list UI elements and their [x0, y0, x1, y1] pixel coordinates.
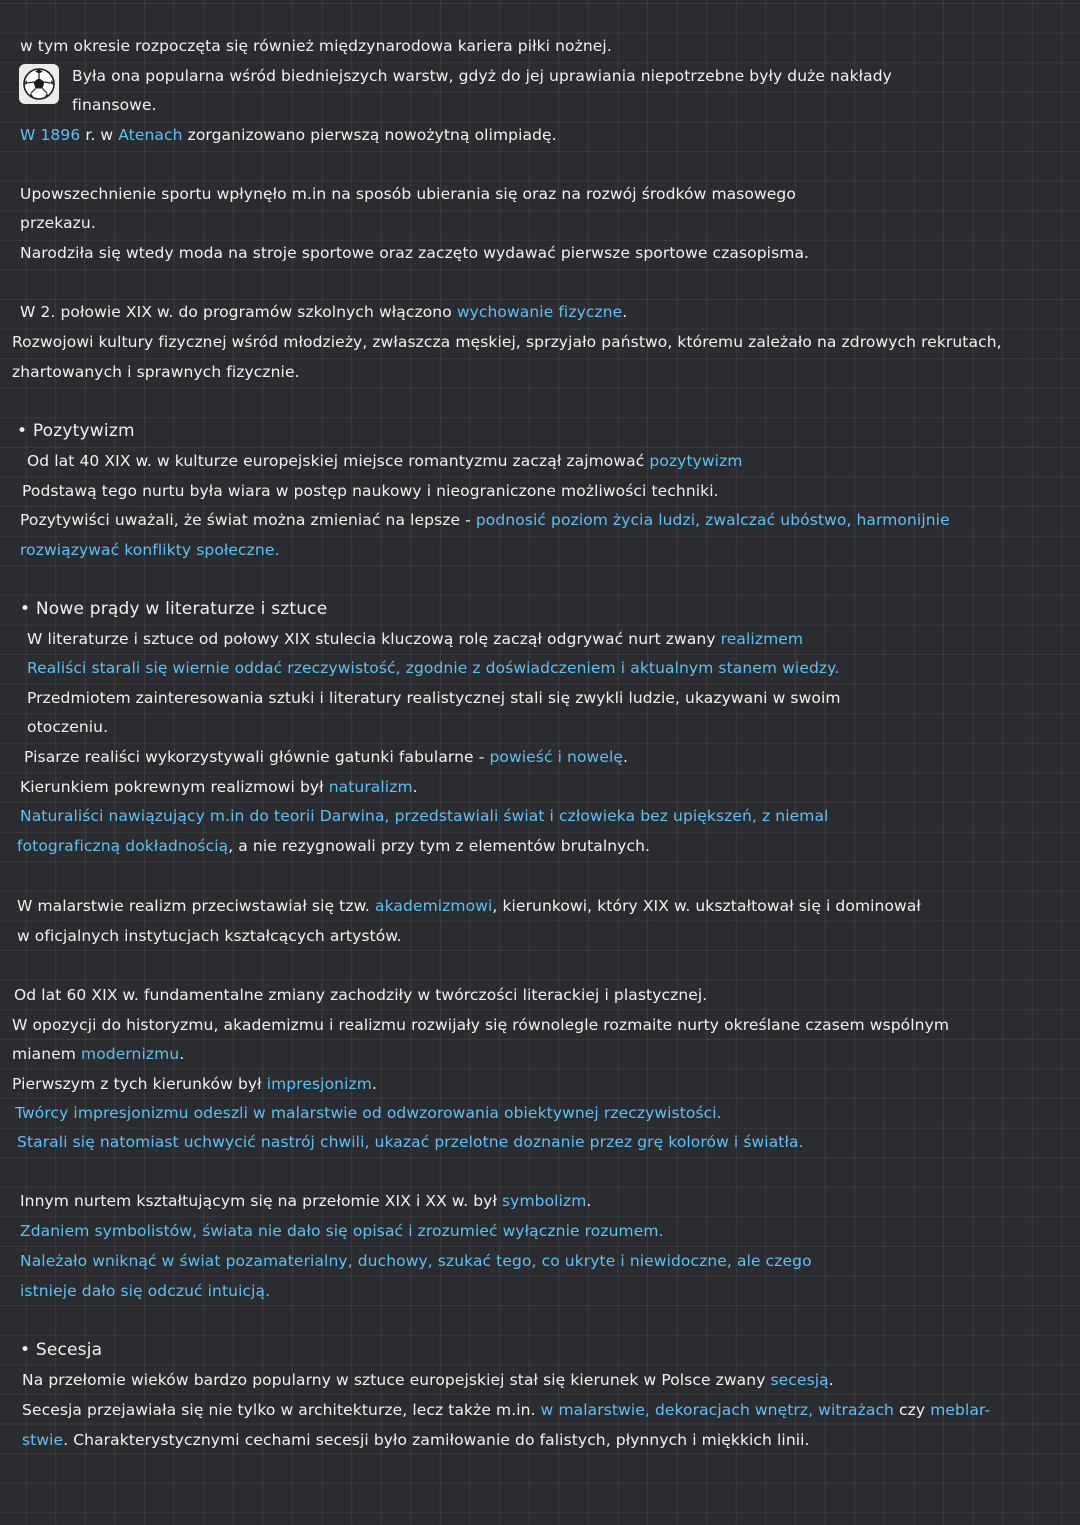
text-segment: .	[828, 1371, 834, 1389]
highlighted-text: istnieje dało się odczuć intuicją.	[20, 1282, 271, 1300]
highlighted-text: powieść i nowelę	[489, 748, 624, 766]
text-segment: Secesja przejawiała się nie tylko w architekturze, lecz także m.in.	[22, 1401, 541, 1419]
text-line	[20, 36, 612, 56]
text-line	[20, 540, 280, 560]
highlighted-text: akademizmowi	[375, 897, 493, 915]
highlighted-text: W 1896	[20, 126, 86, 144]
text-segment: Rozwojowi kultury fizycznej wśród młodzieży, zwłaszcza męskiej, sprzyjało państwo, któremu zależało na zdrowych rekrutach,	[12, 333, 1002, 351]
highlighted-text: realizmem	[720, 630, 804, 648]
text-line	[27, 658, 839, 678]
highlighted-text: secesją	[770, 1371, 829, 1389]
highlighted-text: wychowanie fizyczne	[456, 303, 623, 321]
highlighted-text: Należało wniknąć w świat pozamaterialny, duchowy, szukać tego, co ukryte i niewidoczne, ale czego	[20, 1252, 812, 1270]
text-segment: otoczeniu.	[27, 718, 109, 736]
text-segment: .	[622, 303, 628, 321]
highlighted-text: pozytywizm	[649, 452, 743, 470]
text-segment: W opozycji do historyzmu, akademizmu i realizmu rozwijały się równolegle rozmaite nurty określane czasem wspólnym	[12, 1016, 950, 1034]
section-heading	[20, 599, 327, 619]
text-line	[17, 1132, 804, 1152]
text-segment: Pozytywiści uważali, że świat można zmieniać na lepsze -	[20, 511, 476, 529]
text-line	[24, 747, 628, 767]
highlighted-text: stwie	[22, 1431, 64, 1449]
soccer-ball-icon	[19, 64, 59, 104]
text-line	[20, 777, 418, 797]
text-line	[22, 1430, 810, 1450]
text-line	[20, 1221, 664, 1241]
text-line	[17, 896, 921, 916]
text-segment: • Nowe prądy w literaturze i sztuce	[20, 599, 328, 619]
highlighted-text: naturalizm	[328, 778, 413, 796]
text-segment: finansowe.	[72, 96, 157, 114]
text-line	[27, 688, 841, 708]
text-segment: mianem	[12, 1045, 81, 1063]
text-line	[20, 302, 627, 322]
text-line	[20, 243, 809, 263]
highlighted-text: podnosić poziom życia ludzi, zwalczać ubóstwo, harmonijnie	[475, 511, 950, 529]
text-line	[20, 213, 96, 233]
text-line	[20, 1281, 270, 1301]
text-line	[27, 451, 743, 471]
text-segment: r. w	[85, 126, 119, 144]
text-segment: przekazu.	[20, 214, 96, 232]
text-line	[12, 1044, 184, 1064]
highlighted-text: Twórcy impresjonizmu odeszli w malarstwie od odwzorowania obiektywnej rzeczywistości.	[15, 1104, 722, 1122]
text-line	[20, 806, 828, 826]
text-segment: .	[371, 1075, 377, 1093]
text-segment: Na przełomie wieków bardzo popularny w sztuce europejskiej stał się kierunek w Polsce zwany	[22, 1371, 771, 1389]
text-line	[20, 125, 557, 145]
text-segment: Od lat 40 XIX w. w kulturze europejskiej miejsce romantyzmu zaczął zajmować	[27, 452, 650, 470]
text-line	[12, 1074, 377, 1094]
text-segment: Pisarze realiści wykorzystywali głównie gatunki fabularne -	[24, 748, 490, 766]
text-segment: Przedmiotem zainteresowania sztuki i literatury realistycznej stali się zwykli ludzie, ukazywani w swoim	[27, 689, 841, 707]
text-line	[27, 629, 803, 649]
text-segment: .	[586, 1192, 592, 1210]
highlighted-text: Zdaniem symbolistów, świata nie dało się opisać i zrozumieć wyłącznie rozumem.	[20, 1222, 664, 1240]
text-segment: W 2. połowie XIX w. do programów szkolnych włączono	[20, 303, 457, 321]
text-line	[22, 481, 719, 501]
text-segment: • Pozytywizm	[17, 421, 135, 441]
highlighted-text: Realiści starali się wiernie oddać rzeczywistość, zgodnie z doświadczeniem i aktualnym stanem wiedzy.	[27, 659, 840, 677]
text-line	[12, 1015, 949, 1035]
text-segment: Upowszechnienie sportu wpłynęło m.in na sposób ubierania się oraz na rozwój środków masowego	[20, 185, 796, 203]
text-line	[12, 362, 300, 382]
text-line	[22, 1400, 990, 1420]
text-line	[15, 1103, 722, 1123]
text-segment: .	[179, 1045, 185, 1063]
text-segment: .	[412, 778, 418, 796]
text-line	[17, 926, 402, 946]
highlighted-text: Atenach	[118, 126, 188, 144]
text-line	[14, 985, 707, 1005]
section-heading	[17, 421, 135, 441]
highlighted-text: impresjonizm	[266, 1075, 372, 1093]
highlighted-text: w malarstwie, dekoracjach wnętrz, witrażach	[540, 1401, 894, 1419]
text-segment: W literaturze i sztuce od połowy XIX stulecia kluczową rolę zaczął odgrywać nurt zwany	[27, 630, 721, 648]
highlighted-text: symbolizm	[502, 1192, 587, 1210]
text-segment: zhartowanych i sprawnych fizycznie.	[12, 363, 300, 381]
highlighted-text: Naturaliści nawiązujący m.in do teorii Darwina, przedstawiali świat i człowieka bez upiększeń, z niemal	[20, 807, 829, 825]
text-line	[20, 510, 950, 530]
section-heading	[20, 1340, 102, 1360]
text-segment: , kierunkowi, który XIX w. ukształtował się i dominował	[492, 897, 921, 915]
text-segment: Od lat 60 XIX w. fundamentalne zmiany zachodziły w twórczości literackiej i plastycznej.	[14, 986, 708, 1004]
text-line	[22, 1370, 834, 1390]
text-segment: Narodziła się wtedy moda na stroje sportowe oraz zaczęto wydawać pierwsze sportowe czasopisma.	[20, 244, 810, 262]
text-line	[20, 1251, 812, 1271]
text-line	[20, 1191, 591, 1211]
highlighted-text: Starali się natomiast uchwycić nastrój chwili, ukazać przelotne doznanie przez grę kolorów i światła.	[17, 1133, 804, 1151]
text-segment: • Secesja	[20, 1340, 103, 1360]
highlighted-text: meblar-	[930, 1401, 991, 1419]
text-segment: Kierunkiem pokrewnym realizmowi był	[20, 778, 329, 796]
text-segment: W malarstwie realizm przeciwstawiał się tzw.	[17, 897, 375, 915]
text-line	[27, 717, 108, 737]
text-line	[12, 332, 1002, 352]
text-segment: Podstawą tego nurtu była wiara w postęp naukowy i nieograniczone możliwości techniki.	[22, 482, 719, 500]
text-segment: Była ona popularna wśród biedniejszych warstw, gdyż do jej uprawiania niepotrzebne były duże nakłady	[72, 67, 892, 85]
text-line	[17, 836, 650, 856]
text-segment: zorganizowano pierwszą nowożytną olimpiadę.	[187, 126, 557, 144]
text-line	[20, 184, 796, 204]
text-segment: czy	[894, 1401, 931, 1419]
highlighted-text: rozwiązywać konflikty społeczne.	[20, 541, 280, 559]
text-line	[72, 95, 157, 115]
text-segment: Innym nurtem kształtującym się na przełomie XIX i XX w. był	[20, 1192, 502, 1210]
text-segment: w oficjalnych instytucjach kształcących artystów.	[17, 927, 402, 945]
text-segment: w tym okresie rozpoczęta się również międzynarodowa kariera piłki nożnej.	[20, 37, 612, 55]
text-segment: . Charakterystycznymi cechami secesji było zamiłowanie do falistych, płynnych i miękkich linii.	[63, 1431, 810, 1449]
text-segment: .	[623, 748, 629, 766]
text-line	[72, 66, 892, 86]
text-segment: , a nie rezygnowali przy tym z elementów brutalnych.	[228, 837, 651, 855]
text-segment: Pierwszym z tych kierunków był	[12, 1075, 267, 1093]
highlighted-text: fotograficzną dokładnością	[17, 837, 229, 855]
highlighted-text: modernizmu	[81, 1045, 180, 1063]
